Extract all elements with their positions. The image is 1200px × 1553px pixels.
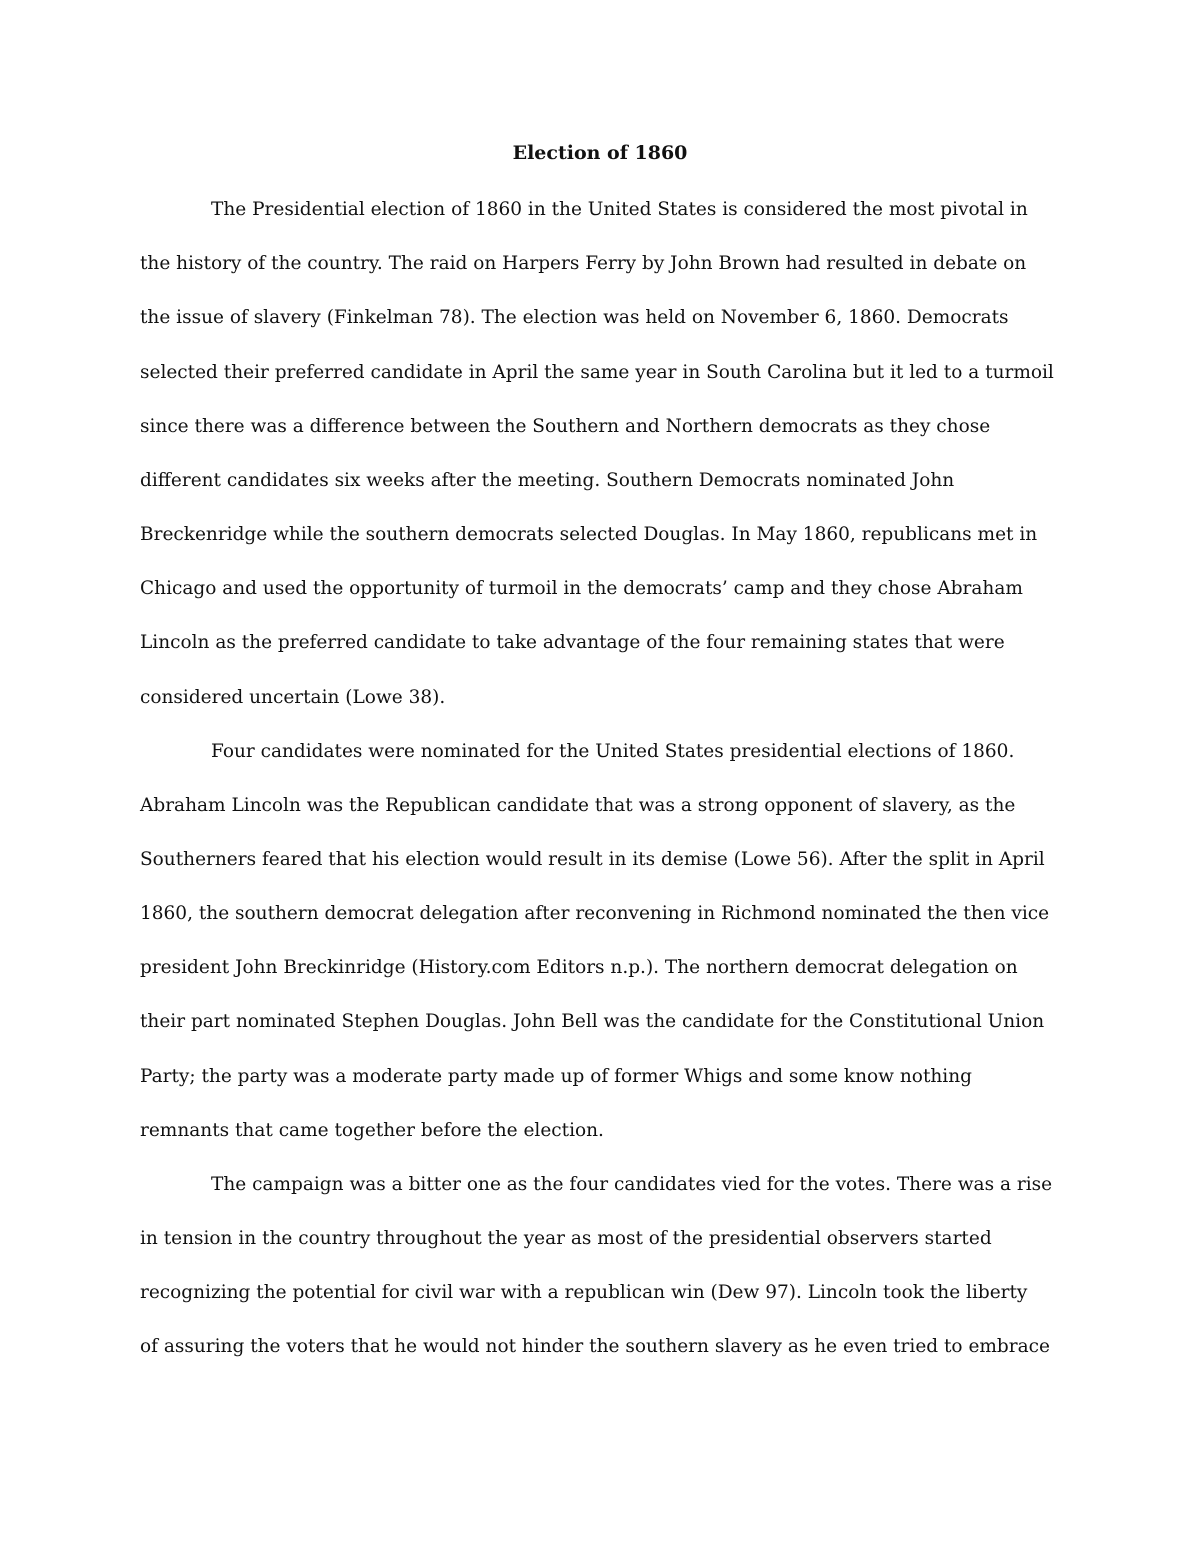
document-title: Election of 1860 xyxy=(512,142,688,164)
text-line: in tension in the country throughout the year as most of the presidential observers started xyxy=(140,1228,992,1249)
text-line: Southerners feared that his election would result in its demise (Lowe 56). After the split in April xyxy=(140,849,1045,870)
text-line: the history of the country. The raid on Harpers Ferry by John Brown had resulted in debate on xyxy=(140,253,1027,274)
text-line: Four candidates were nominated for the United States presidential elections of 1860. xyxy=(211,741,1015,762)
text-line: The campaign was a bitter one as the four candidates vied for the votes. There was a rise xyxy=(211,1174,1053,1195)
text-line: different candidates six weeks after the meeting. Southern Democrats nominated John xyxy=(140,470,955,491)
text-line: Breckenridge while the southern democrats selected Douglas. In May 1860, republicans met in xyxy=(140,524,1038,545)
text-line: considered uncertain (Lowe 38). xyxy=(140,687,446,708)
text-line: Abraham Lincoln was the Republican candidate that was a strong opponent of slavery, as the xyxy=(140,795,1016,816)
text-line: Party; the party was a moderate party made up of former Whigs and some know nothing xyxy=(140,1066,972,1087)
text-line: Lincoln as the preferred candidate to take advantage of the four remaining states that were xyxy=(140,632,1005,653)
text-line: 1860, the southern democrat delegation after reconvening in Richmond nominated the then vice xyxy=(140,903,1050,924)
text-line: since there was a difference between the Southern and Northern democrats as they chose xyxy=(140,416,991,437)
text-line: selected their preferred candidate in April the same year in South Carolina but it led to a turmoil xyxy=(140,362,1054,383)
text-line: The Presidential election of 1860 in the United States is considered the most pivotal in xyxy=(211,199,1028,220)
text-line: president John Breckinridge (History.com Editors n.p.). The northern democrat delegation on xyxy=(140,957,1018,978)
text-line: recognizing the potential for civil war with a republican win (Dew 97). Lincoln took the liberty xyxy=(140,1282,1028,1303)
text-line: of assuring the voters that he would not hinder the southern slavery as he even tried to embrace xyxy=(140,1336,1050,1357)
text-line: remnants that came together before the election. xyxy=(140,1120,604,1141)
text-line: their part nominated Stephen Douglas. John Bell was the candidate for the Constitutional Union xyxy=(140,1011,1045,1032)
text-line: the issue of slavery (Finkelman 78). The election was held on November 6, 1860. Democrats xyxy=(140,307,1009,328)
text-line: Chicago and used the opportunity of turmoil in the democrats’ camp and they chose Abraham xyxy=(140,578,1023,599)
